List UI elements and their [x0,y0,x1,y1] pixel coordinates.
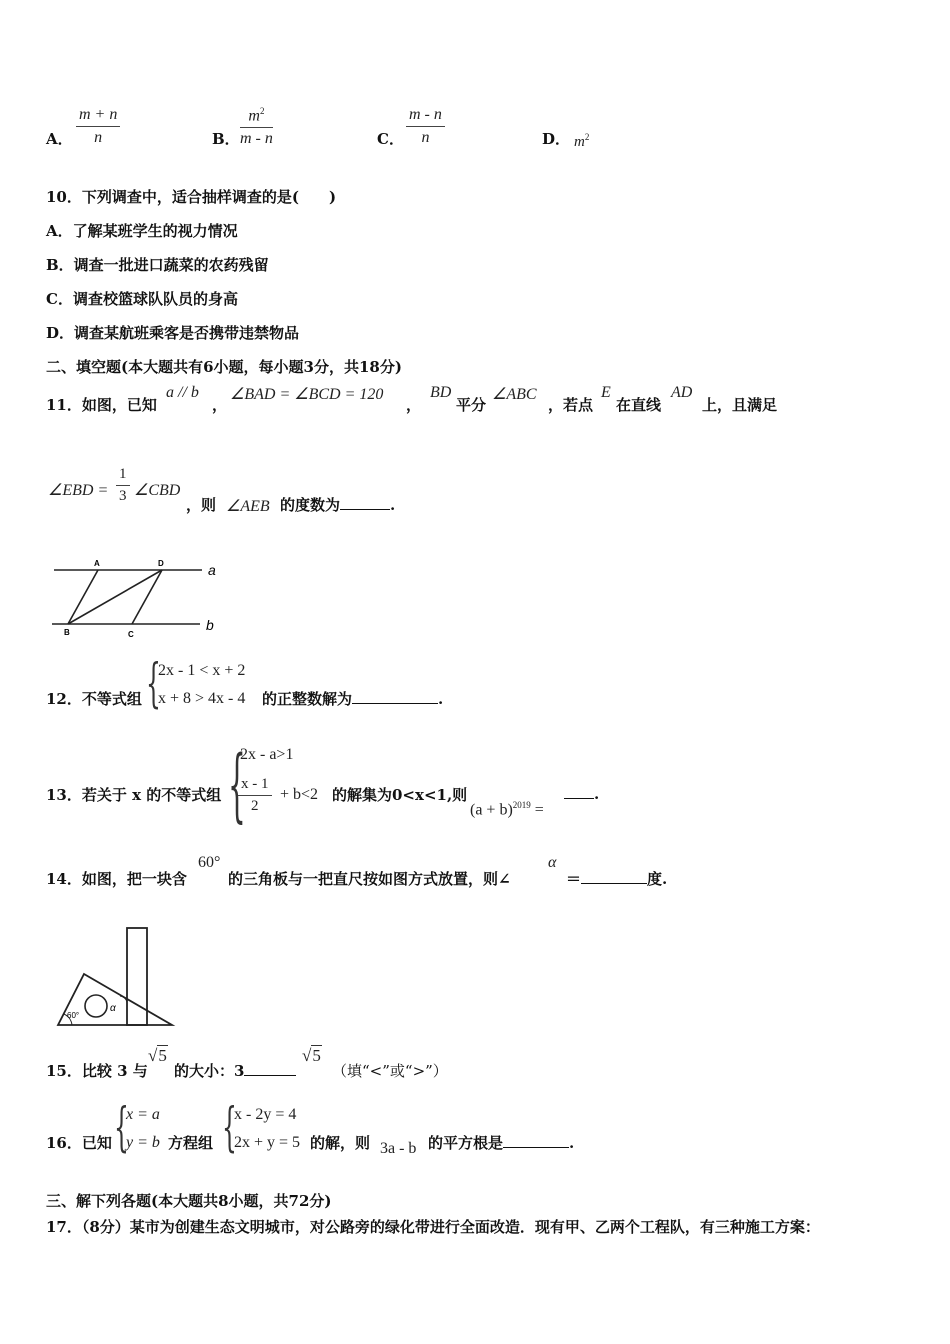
q16-mid-2: 的解，则 [310,1134,371,1152]
q11-point-e: E [601,384,611,401]
q14-prefix: 14．如图，把一块含 [46,870,187,888]
q14-equals: ＝ [566,870,582,888]
q10-option-c: C．调查校篮球队队员的身高 [46,290,238,308]
q16-end: . [569,1134,575,1152]
q16-mid: 方程组 [168,1134,214,1152]
option-c-numerator: m - n [406,106,445,127]
option-b-label: B． [212,130,240,148]
q11-prefix: 11．如图，已知 [46,396,157,414]
q11-satisfy: 上，且满足 [702,396,778,414]
q11-figure [40,552,240,647]
q12-end: . [438,690,444,708]
q16-prefix: 16．已知 [46,1134,112,1152]
q12-inequality-1: 2x - 1 < x + 2 [158,662,246,679]
q12-suffix: 的正整数解为 [262,690,353,708]
option-d-base: m [574,134,585,150]
option-d-label: D． [542,130,571,148]
label-line-a: a [208,562,216,578]
label-line-b: b [206,617,214,633]
q10-stem: 10．下列调查中，适合抽样调查的是( ) [46,188,337,206]
q13-suffix: 的解集为0<x<1,则 [332,786,468,804]
q14-answer-blank[interactable] [581,869,647,884]
option-b-fraction [240,106,273,148]
q11-parallel: a // b [166,384,199,401]
q12-brace: { [146,654,161,714]
q15-sqrt-2: √5 [302,1046,321,1065]
q16-system-2-line-1: x - 2y = 4 [234,1106,297,1123]
q11-angle-abc: ∠ABC [492,386,537,403]
alpha-label: α [110,1003,116,1014]
q13-equals: = [534,801,544,819]
q15-mid-text: 的大小：3 [174,1062,245,1080]
q12-answer-blank[interactable] [352,689,438,704]
q11-angle-ebd: ∠EBD = [48,482,109,499]
q11-one-third [116,466,130,505]
q13-prefix: 13．若关于 x 的不等式组 [46,786,222,804]
q15-answer-blank[interactable] [244,1061,296,1076]
q14-figure [50,920,180,1032]
q11-angle-condition: ∠BAD = ∠BCD = 120 [230,386,384,403]
q15-prefix: 15．比较 3 与 [46,1062,148,1080]
q11-line-ad: AD [671,384,693,401]
q15-mid [174,1060,296,1081]
q10-option-b: B．调查一批进口蔬菜的农药残留 [46,256,269,274]
option-a-denominator: n [94,129,103,146]
option-c-label: C． [377,130,404,148]
label-b-point: B [64,628,70,637]
q17-stem: 17．（8分）某市为创建生态文明城市，对公路旁的绿化带进行全面改造．现有甲、乙两个工程队，有三种施工方案： [46,1218,820,1236]
label-d-point: D [158,559,164,568]
alpha-arc [120,996,127,1002]
q11-fraction-denominator: 3 [119,488,127,504]
q12-inequality-2: x + 8 > 4x - 4 [158,690,246,707]
angle-60-label: 60° [67,1011,80,1020]
option-b-numerator [240,106,273,128]
option-d-exp: 2 [584,132,590,142]
q16-suffix: 的平方根是 [428,1134,504,1152]
q13-expression [470,800,544,819]
q13-answer [564,784,599,803]
label-a-point: A [94,559,100,568]
option-b-denominator: m - n [240,130,273,148]
q11-bd: BD [430,384,452,401]
q11-then: ，则 [186,496,217,514]
option-a-numerator: m + n [76,106,120,127]
q16-question [428,1132,574,1153]
q12-prefix: 12．不等式组 [46,690,142,708]
option-b-num-exp: 2 [259,106,265,116]
q11-ask-text: 的度数为 [280,496,341,514]
q11-comma-2: ， [406,396,422,414]
q11-angle-aeb: ∠AEB [226,498,270,515]
q16-brace-1: { [114,1098,129,1158]
q11-answer-blank[interactable] [340,495,390,510]
q13-brace: { [228,738,246,831]
q11-comma-1: ， [212,396,228,414]
q16-brace-2: { [222,1098,237,1158]
q16-system-2-line-2: 2x + y = 5 [234,1134,301,1151]
q14-alpha: α [548,854,557,871]
option-b-num-base: m [248,107,260,125]
q10-option-a: A．了解某班学生的视力情况 [46,222,238,240]
option-a-label: A． [46,130,73,148]
section-2-heading: 二、填空题(本大题共有6小题，每小题3分，共18分) [46,358,402,376]
q11-angle-cbd: ∠CBD [134,482,181,499]
q13-inequality-1: 2x - a>1 [240,746,294,763]
q14-suffix: 度. [647,870,668,888]
option-c-denominator: n [421,129,430,146]
q13-expr-exp: 2019 [512,800,531,810]
triangle-hole [85,995,107,1017]
q11-fraction-numerator: 1 [116,466,130,486]
q13-inequality-2-rest: + b<2 [280,786,319,803]
q11-bisects: 平分 [456,396,487,414]
q15-sqrt-1-radicand: 5 [158,1046,167,1065]
q14-angle-60: 60° [198,854,221,871]
q11-question [280,494,395,515]
q13-fraction-denominator: 2 [251,798,259,814]
q13-fraction-numerator: x - 1 [238,776,272,796]
q14-middle: 的三角板与一把直尺按如图方式放置，则∠ [228,870,511,888]
option-a-fraction [76,106,120,147]
q13-fraction [238,776,272,815]
q11-if-point: ，若点 [548,396,594,414]
label-c-point: C [128,630,134,639]
q15-sqrt-1: √5 [148,1046,167,1065]
section-3-heading: 三、解下列各题(本大题共8小题，共72分) [46,1192,332,1210]
q16-expression: 3a - b [380,1140,417,1157]
q15-suffix: （填“<”或“>”） [332,1062,448,1080]
q13-end: . [594,785,600,803]
q12-question [262,688,443,709]
option-d-expression [574,132,589,151]
q14-question [566,868,667,889]
q16-system-1-line-1: x = a [126,1106,160,1123]
q13-expr-base: (a + b) [470,801,513,819]
q15-sqrt-2-radicand: 5 [312,1046,321,1065]
q16-system-1-line-2: y = b [126,1134,160,1151]
q10-option-d: D．调查某航班乘客是否携带违禁物品 [46,324,300,342]
option-c-fraction [406,106,445,147]
q11-on-line: 在直线 [616,396,662,414]
q11-end: . [390,496,396,514]
q16-answer-blank[interactable] [503,1133,569,1148]
q13-answer-blank[interactable] [564,784,594,799]
straight-ruler [127,928,147,1025]
